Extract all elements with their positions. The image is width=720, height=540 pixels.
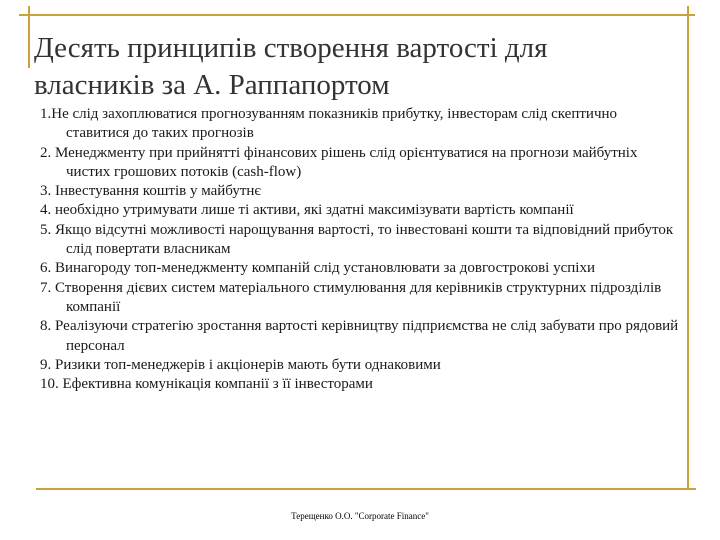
frame-top-line <box>19 14 695 16</box>
frame-left-line <box>28 6 30 68</box>
principle-item: 6. Винагороду топ-менеджменту компаній слід установлювати за довгострокові успіхи <box>40 260 595 277</box>
principle-item: 8. Реалізуючи стратегію зростання вартості керівництву підприємства не слід забувати про рядовий персонал <box>40 318 679 354</box>
principle-item: 5. Якщо відсутні можливості нарощування вартості, то інвестовані кошти та відповідний прибуток слід повертати власникам <box>40 221 674 258</box>
slide-title: Десять принципів створення вартості для власників за А. Раппапортом <box>34 32 548 101</box>
principles-list <box>40 105 680 394</box>
principle-item: 4. необхідно утримувати лише ті активи, які здатні максимізувати вартість компанії <box>40 202 574 219</box>
principle-item: 7. Створення дієвих систем матеріального стимулювання для керівників структурних підрозділів компанії <box>40 279 662 315</box>
principle-item: 10. Ефективна комунікація компанії з її інвесторами <box>40 376 373 393</box>
principle-item: 2. Менеджменту при прийнятті фінансових рішень слід орієнтуватися на прогнози майбутніх чистих грошових потоків (cash-flow) <box>40 144 638 180</box>
principle-item: 3. Інвестування коштів у майбутнє <box>40 183 261 200</box>
principle-item: 9. Ризики топ-менеджерів і акціонерів мають бути однаковими <box>40 356 441 373</box>
frame-right-line <box>687 6 689 488</box>
principle-item: 1.Не слід захоплюватися прогнозуванням показників прибутку, інвесторам слід скептично ставитися до таких прогнозів <box>40 106 618 142</box>
slide-footer: Терещенко О.О. "Corporate Finance" <box>291 511 429 521</box>
frame-bottom-line <box>36 488 696 490</box>
